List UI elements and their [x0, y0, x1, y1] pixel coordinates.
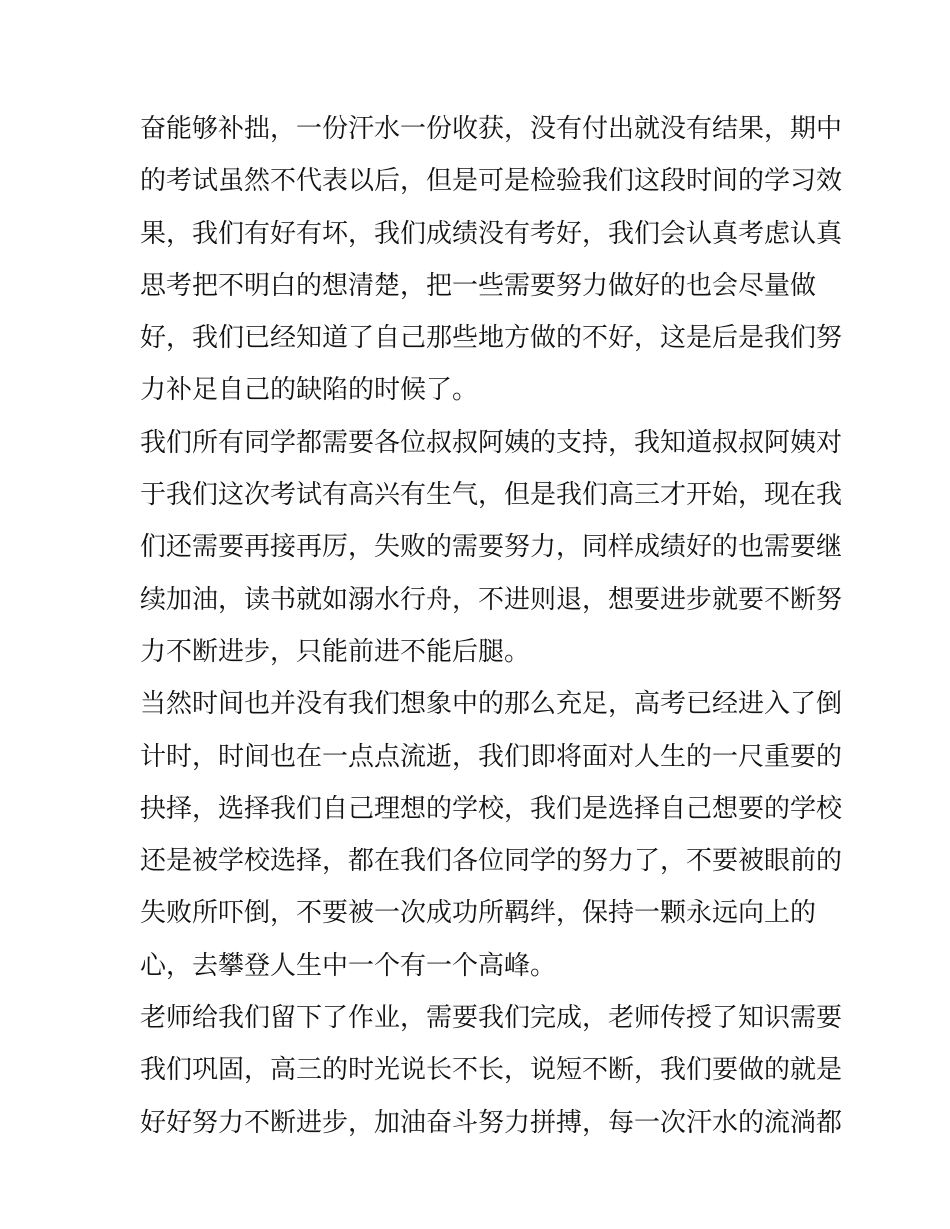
- text-line: 续加油，读书就如溺水行舟，不进则退，想要进步就要不断努: [140, 584, 843, 615]
- text-line: 还是被学校选择，都在我们各位同学的努力了，不要被眼前的: [140, 846, 843, 877]
- text-line: 果，我们有好有坏，我们成绩没有考好，我们会认真考虑认真: [140, 218, 843, 249]
- text-line: 当然时间也并没有我们想象中的那么充足，高考已经进入了倒: [140, 689, 843, 720]
- text-line: 计时，时间也在一点点流逝，我们即将面对人生的一尺重要的: [140, 741, 843, 772]
- text-line: 我们所有同学都需要各位叔叔阿姨的支持，我知道叔叔阿姨对: [140, 427, 843, 458]
- text-line: 奋能够补拙，一份汗水一份收获，没有付出就没有结果，期中: [140, 114, 843, 144]
- text-line: 老师给我们留下了作业，需要我们完成，老师传授了知识需要: [140, 1003, 843, 1034]
- text-line: 思考把不明白的想清楚，把一些需要努力做好的也会尽量做: [140, 270, 817, 301]
- text-line: 心，去攀登人生中一个有一个高峰。: [140, 950, 557, 981]
- text-line: 们还需要再接再厉，失败的需要努力，同样成绩好的也需要继: [140, 532, 843, 563]
- text-line: 失败所吓倒，不要被一次成功所羁绊，保持一颗永远向上的: [140, 898, 817, 929]
- text-line: 力不断进步，只能前进不能后腿。: [140, 636, 531, 667]
- text-line: 于我们这次考试有高兴有生气，但是我们高三才开始，现在我: [140, 480, 843, 511]
- text-line: 我们巩固，高三的时光说长不长，说短不断，我们要做的就是: [140, 1055, 843, 1086]
- text-line: 力补足自己的缺陷的时候了。: [140, 375, 479, 406]
- text-line: 抉择，选择我们自己理想的学校，我们是选择自己想要的学校: [140, 793, 843, 824]
- body-text: [140, 103, 843, 1149]
- text-line: 好好努力不断进步，加油奋斗努力拼搏，每一次汗水的流淌都: [140, 1107, 843, 1138]
- text-line: 的考试虽然不代表以后，但是可是检验我们这段时间的学习效: [140, 166, 843, 197]
- text-line: 好，我们已经知道了自己那些地方做的不好，这是后是我们努: [140, 323, 843, 354]
